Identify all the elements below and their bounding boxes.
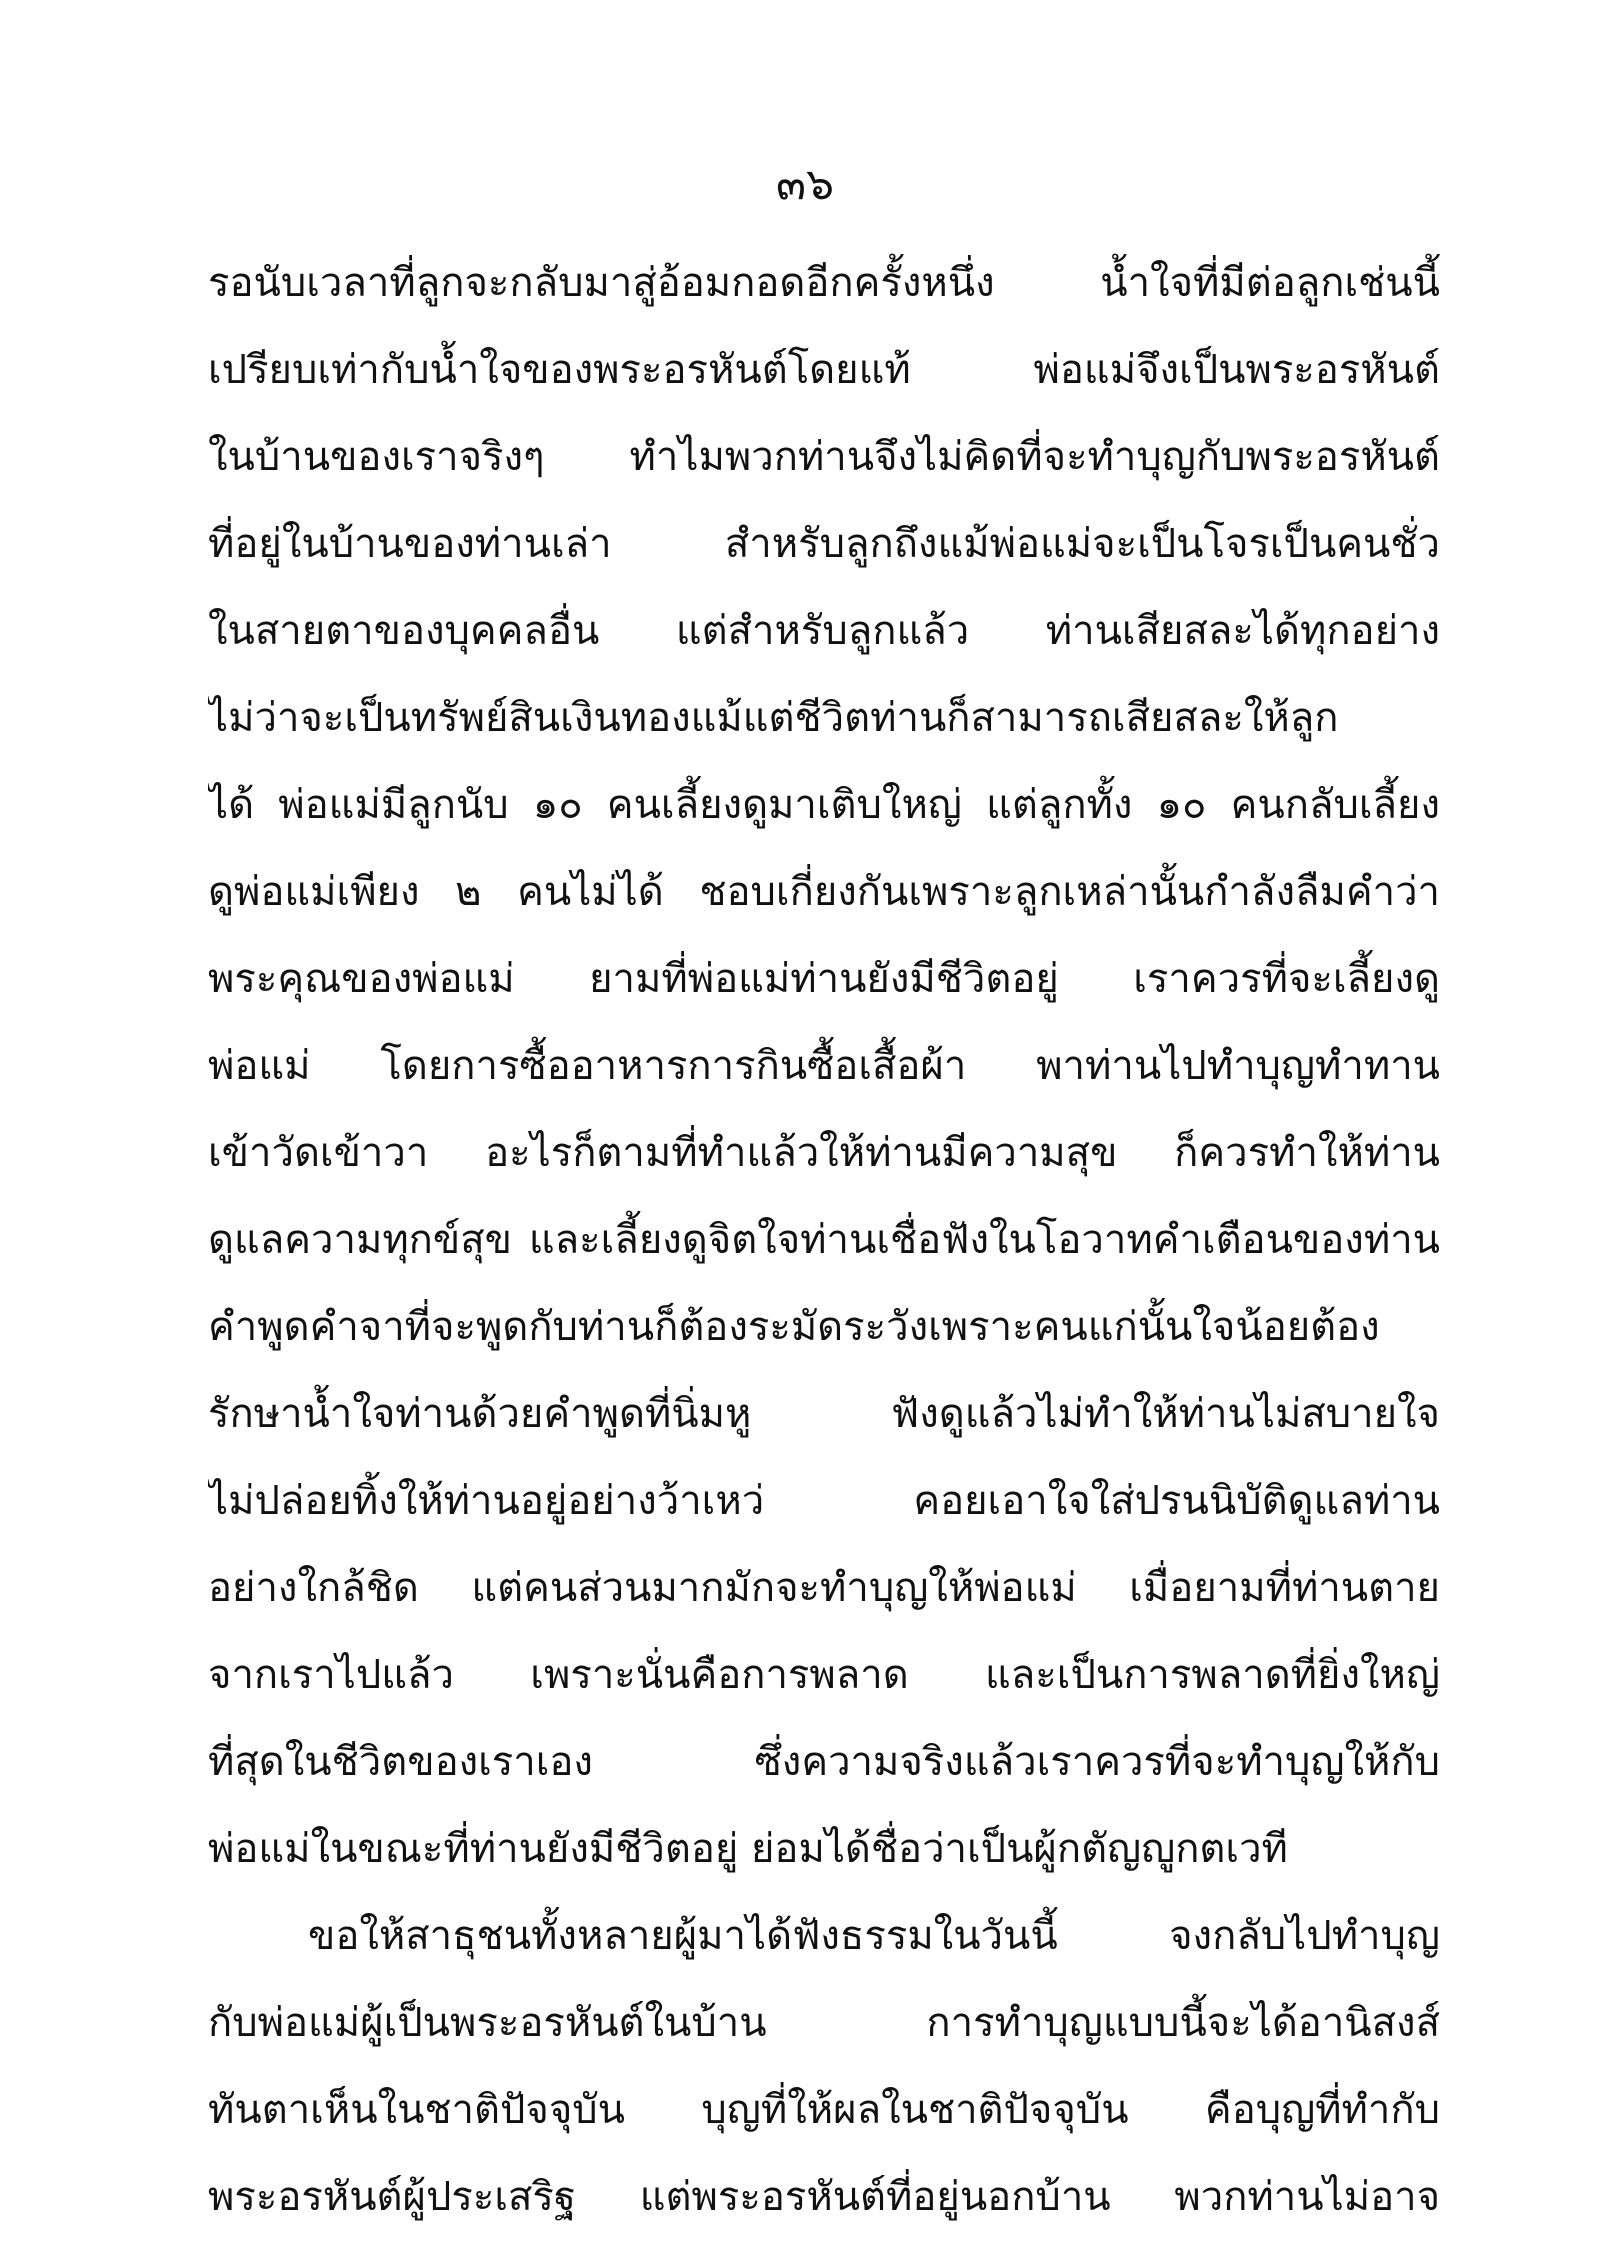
paragraph-first-line: ขอให้สาธุชนทั้งหลายผู้มาได้ฟังธรรมในวันนี้ จงกลับไปทำบุญ: [308, 1913, 1440, 1959]
text-line: ในบ้านของเราจริงๆ ทำไมพวกท่านจึงไม่คิดที่จะทำบุญกับพระอรหันต์: [208, 434, 1440, 480]
text-line: ที่อยู่ในบ้านของท่านเล่า สำหรับลูกถึงแม้พ่อแม่จะเป็นโจรเป็นคนชั่ว: [208, 521, 1440, 567]
text-line: ดูแลความทุกข์สุข และเลี้ยงดูจิตใจท่านเชื่อฟังในโอวาทคำเตือนของท่าน: [208, 1217, 1440, 1263]
text-line: ในสายตาของบุคคลอื่น แต่สำหรับลูกแล้ว ท่านเสียสละได้ทุกอย่าง: [208, 608, 1440, 654]
text-line: คำพูดคำจาที่จะพูดกับท่านก็ต้องระมัดระวังเพราะคนแก่นั้นใจน้อยต้อง: [208, 1304, 1380, 1350]
text-line: ดูพ่อแม่เพียง ๒ คนไม่ได้ ชอบเกี่ยงกันเพราะลูกเหล่านั้นกำลังลืมคำว่า: [208, 869, 1440, 915]
text-line: พระคุณของพ่อแม่ ยามที่พ่อแม่ท่านยังมีชีวิตอยู่ เราควรที่จะเลี้ยงดู: [208, 956, 1440, 1002]
text-line: ทันตาเห็นในชาติปัจจุบัน บุญที่ให้ผลในชาติปัจจุบัน คือบุญที่ทำกับ: [208, 2087, 1440, 2133]
text-line: พ่อแม่ โดยการซื้ออาหารการกินซื้อเสื้อผ้า พาท่านไปทำบุญทำทาน: [208, 1043, 1440, 1089]
text-line: รักษาน้ำใจท่านด้วยคำพูดที่นิ่มหู ฟังดูแล้วไม่ทำให้ท่านไม่สบายใจ: [208, 1391, 1440, 1437]
text-line: เปรียบเท่ากับน้ำใจของพระอรหันต์โดยแท้ พ่อแม่จึงเป็นพระอรหันต์: [208, 347, 1440, 393]
text-line: ไม่ว่าจะเป็นทรัพย์สินเงินทองแม้แต่ชีวิตท่านก็สามารถเสียสละให้ลูก: [208, 695, 1339, 741]
paragraph-last-line: พ่อแม่ในขณะที่ท่านยังมีชีวิตอยู่ ย่อมได้ชื่อว่าเป็นผู้กตัญญูกตเวที: [208, 1826, 1288, 1872]
text-line: กับพ่อแม่ผู้เป็นพระอรหันต์ในบ้าน การทำบุญแบบนี้จะได้อานิสงส์: [208, 2000, 1440, 2046]
text-line: พระอรหันต์ผู้ประเสริฐ แต่พระอรหันต์ที่อยู่นอกบ้าน พวกท่านไม่อาจ: [208, 2174, 1440, 2220]
text-line: รอนับเวลาที่ลูกจะกลับมาสู่อ้อมกอดอีกครั้งหนึ่ง น้ำใจที่มีต่อลูกเช่นนี้: [208, 260, 1440, 306]
text-line: อย่างใกล้ชิด แต่คนส่วนมากมักจะทำบุญให้พ่อแม่ เมื่อยามที่ท่านตาย: [208, 1565, 1440, 1611]
page-number: ๓๖: [775, 159, 834, 210]
text-line: ที่สุดในชีวิตของเราเอง ซึ่งความจริงแล้วเราควรที่จะทำบุญให้กับ: [208, 1739, 1440, 1785]
text-line: ได้ พ่อแม่มีลูกนับ ๑๐ คนเลี้ยงดูมาเติบใหญ่ แต่ลูกทั้ง ๑๐ คนกลับเลี้ยง: [208, 782, 1440, 828]
text-line: จากเราไปแล้ว เพราะนั่นคือการพลาด และเป็นการพลาดที่ยิ่งใหญ่: [208, 1652, 1440, 1698]
text-line: ไม่ปล่อยทิ้งให้ท่านอยู่อย่างว้าเหว่ คอยเอาใจใส่ปรนนิบัติดูแลท่าน: [208, 1478, 1440, 1524]
body-text: [208, 240, 1440, 2241]
text-line: เข้าวัดเข้าวา อะไรก็ตามที่ทำแล้วให้ท่านมีความสุข ก็ควรทำให้ท่าน: [208, 1130, 1440, 1176]
